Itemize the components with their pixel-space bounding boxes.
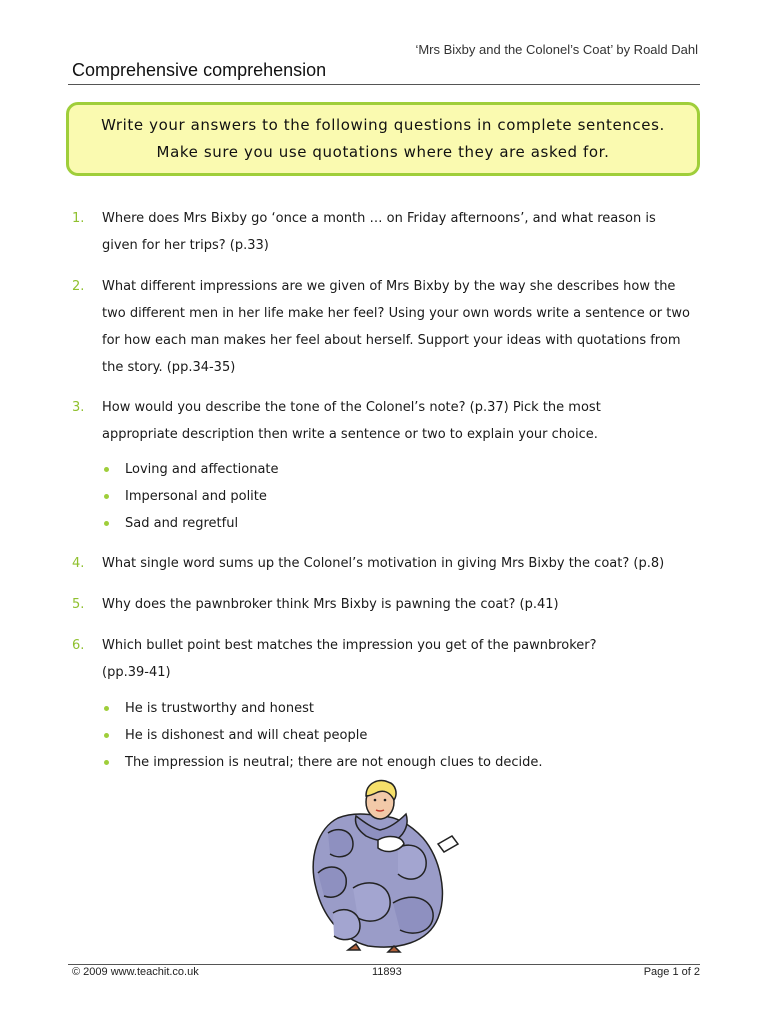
document-source: ‘Mrs Bixby and the Colonel’s Coat’ by Roald Dahl	[415, 42, 698, 57]
bullet-icon	[104, 733, 109, 738]
question-text: What different impressions are we given of Mrs Bixby by the way she describes how the two different men in her life make her feel? Using your own words write a sentence or two for how each man makes her feel about herself. Support your ideas with quotations from the story. (pp.34-35)	[102, 279, 690, 375]
question-6-options	[104, 695, 543, 776]
option-item: The impression is neutral; there are not enough clues to decide.	[104, 749, 543, 776]
option-item: Sad and regretful	[104, 510, 279, 537]
question-text: How would you describe the tone of the Colonel’s note? (p.37) Pick the most appropriate description then write a sentence or two to explain your choice.	[102, 400, 601, 442]
question-text: Which bullet point best matches the impression you get of the pawnbroker? (pp.39-41)	[102, 638, 597, 680]
footer-page-number: Page 1 of 2	[643, 966, 700, 978]
instruction-box	[66, 102, 700, 176]
question-2	[72, 273, 712, 381]
bullet-icon	[104, 467, 109, 472]
footer-divider	[68, 964, 700, 965]
question-text: What single word sums up the Colonel’s motivation in giving Mrs Bixby the coat? (p.8)	[102, 556, 665, 571]
question-6	[72, 632, 712, 686]
question-number: 1.	[72, 211, 85, 226]
bullet-icon	[104, 760, 109, 765]
question-3	[72, 394, 712, 448]
footer-copyright: © 2009 www.teachit.co.uk	[72, 966, 199, 978]
question-number: 6.	[72, 638, 85, 653]
question-1	[72, 205, 712, 259]
question-4	[72, 550, 712, 577]
bullet-icon	[104, 706, 109, 711]
question-number: 5.	[72, 597, 85, 612]
option-item: Impersonal and polite	[104, 483, 279, 510]
instruction-line-1: Write your answers to the following questions in complete sentences.	[101, 116, 665, 134]
question-3-options	[104, 456, 279, 537]
question-number: 3.	[72, 400, 85, 415]
option-item: He is trustworthy and honest	[104, 695, 543, 722]
question-number: 2.	[72, 279, 85, 294]
bullet-icon	[104, 494, 109, 499]
mrs-bixby-fur-coat-illustration	[298, 778, 468, 954]
question-text: Why does the pawnbroker think Mrs Bixby is pawning the coat? (p.41)	[102, 597, 559, 612]
question-5	[72, 591, 712, 618]
instruction-line-2: Make sure you use quotations where they are asked for.	[156, 143, 610, 161]
question-number: 4.	[72, 556, 85, 571]
footer-code: 11893	[372, 966, 402, 978]
title-divider	[68, 84, 700, 85]
page-title: Comprehensive comprehension	[72, 60, 327, 80]
option-item: He is dishonest and will cheat people	[104, 722, 543, 749]
bullet-icon	[104, 521, 109, 526]
option-item: Loving and affectionate	[104, 456, 279, 483]
question-text: Where does Mrs Bixby go ‘once a month … on Friday afternoons’, and what reason is given for her trips? (p.33)	[102, 211, 656, 253]
